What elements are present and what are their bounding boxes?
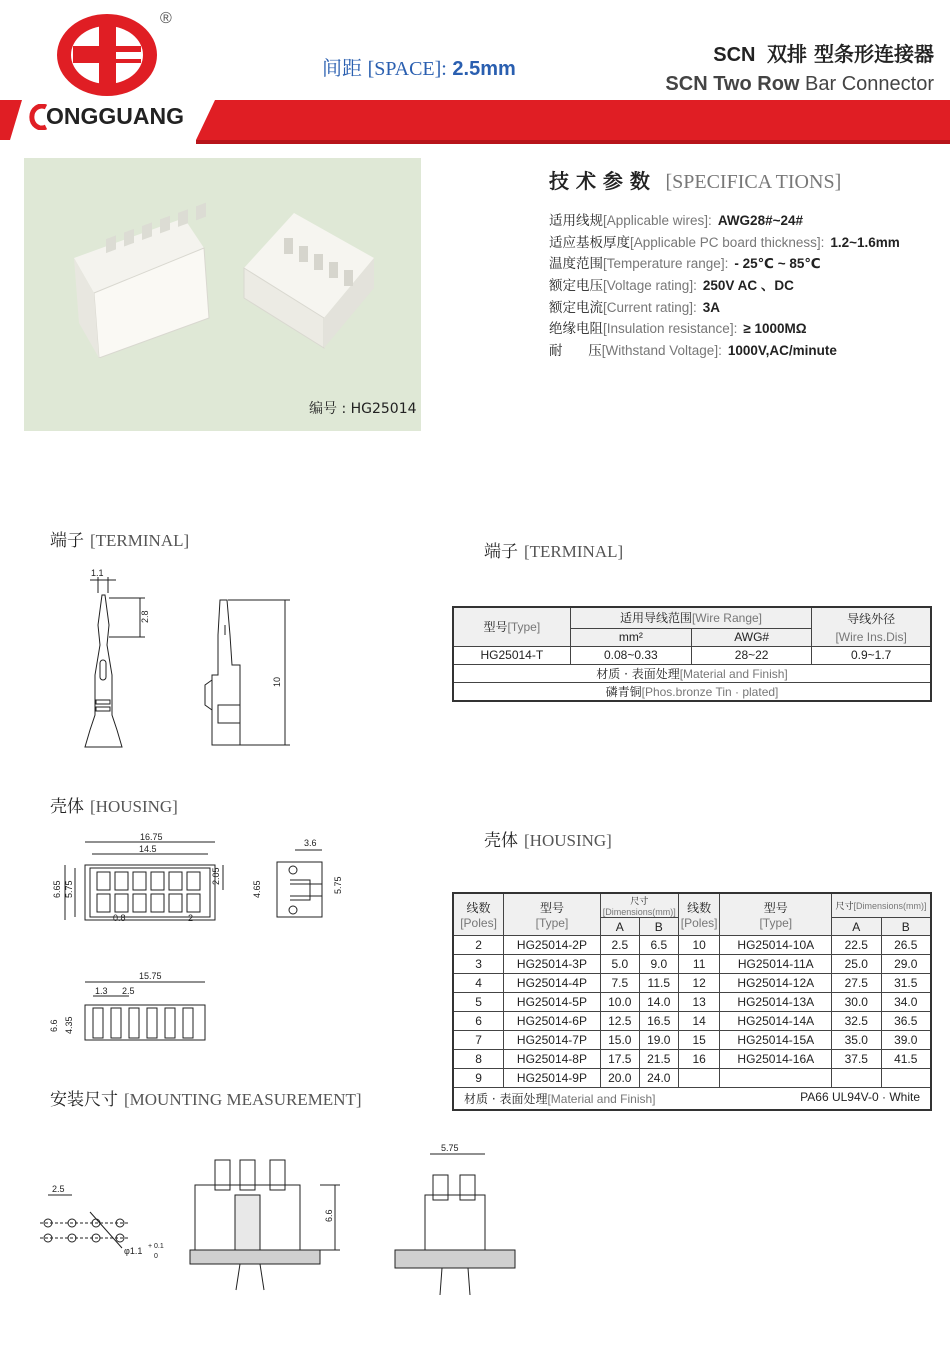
housing-cell-a: 37.5 [832, 1050, 881, 1069]
spec-row [549, 339, 837, 359]
spec-value: 250V AC 、DC [702, 278, 794, 293]
housing-cell-poles [678, 1069, 720, 1088]
spec-value: 1.2~1.6mm [830, 235, 900, 250]
dim-16-75: 16.75 [140, 832, 163, 842]
housing-cell-a: 12.5 [600, 1012, 639, 1031]
housing-row [453, 993, 931, 1012]
housing-cell-b: 24.0 [639, 1069, 678, 1088]
housing-cell-a: 32.5 [832, 1012, 881, 1031]
spec-label-en: [Insulation resistance]: [603, 321, 738, 336]
mounting-drawing [30, 1140, 530, 1300]
housing-cell-type: HG25014-16A [720, 1050, 832, 1069]
housing-cell-b: 6.5 [639, 936, 678, 955]
spec-row [549, 296, 720, 316]
housing-cell-type: HG25014-5P [504, 993, 601, 1012]
housing-cell-poles: 16 [678, 1050, 720, 1069]
housing-cell-type: HG25014-10A [720, 936, 832, 955]
housing-table [452, 892, 932, 1111]
product-title-en: Bar Connector [805, 73, 934, 95]
housing-cell-b: 39.0 [881, 1031, 931, 1050]
dim-2-5: 2.5 [122, 986, 135, 996]
poles-header-2: 线数 [Poles] [678, 893, 720, 936]
housing-cell-b: 31.5 [881, 974, 931, 993]
dim-5-75: 5.75 [64, 880, 74, 898]
dim-1-3: 1.3 [95, 986, 108, 996]
housing-cell-a [832, 1069, 881, 1088]
dim-tol-up: + 0.1 [148, 1243, 164, 1250]
spec-row [549, 252, 821, 272]
spec-label-en: [Current rating]: [603, 300, 697, 315]
product-title-en-line [665, 73, 934, 96]
spec-label: 适用线规 [549, 213, 603, 229]
type-header: 型号 [Type] [504, 893, 601, 936]
housing-drawing [45, 830, 365, 1060]
space-label-cn: 间距 [322, 56, 362, 80]
terminal-awg-cell: 28~22 [692, 646, 812, 664]
housing-row [453, 1012, 931, 1031]
product-title-cn: 双排 型条形连接器 [767, 42, 934, 66]
housing-cell-type: HG25014-3P [504, 955, 601, 974]
specs-title [549, 165, 841, 194]
housing-cell-a: 5.0 [600, 955, 639, 974]
spec-row [549, 209, 803, 229]
housing-cell-type: HG25014-13A [720, 993, 832, 1012]
spec-value: 1000V,AC/minute [727, 343, 837, 358]
housing-cell-a: 15.0 [600, 1031, 639, 1050]
spec-value: 3A [702, 300, 721, 315]
section-title-cn: 端子 [50, 531, 84, 551]
dim-0-8: 0.8 [113, 913, 126, 923]
housing-cell-poles: 6 [453, 1012, 504, 1031]
housing-table-title [484, 826, 612, 851]
housing-cell-poles: 10 [678, 936, 720, 955]
housing-row [453, 1050, 931, 1069]
housing-cell-a: 20.0 [600, 1069, 639, 1088]
housing-cell-poles: 2 [453, 936, 504, 955]
terminal-range-header: 适用导线范围[Wire Range] [570, 607, 812, 628]
spec-value: ≥ 1000MΩ [743, 321, 807, 336]
housing-cell-type: HG25014-14A [720, 1012, 832, 1031]
terminal-material-value: 磷青铜[Phos.bronze Tin · plated] [453, 682, 931, 701]
terminal-mm2-cell: 0.08~0.33 [570, 646, 691, 664]
company-logo-icon [55, 12, 159, 98]
dim-2-8: 2.8 [140, 610, 150, 623]
dim-2: 2 [188, 913, 194, 923]
dim-4-65: 4.65 [252, 880, 262, 898]
housing-cell-a: 10.0 [600, 993, 639, 1012]
housing-cell-b: 34.0 [881, 993, 931, 1012]
section-title-cn: 壳体 [484, 831, 518, 851]
housing-cell-poles: 11 [678, 955, 720, 974]
housing-row [453, 955, 931, 974]
dim-2-5: 2.5 [52, 1184, 65, 1194]
space-value: 2.5mm [452, 58, 516, 80]
dim-4-35: 4.35 [64, 1016, 74, 1034]
housing-cell-a: 35.0 [832, 1031, 881, 1050]
registered-mark: ® [160, 10, 172, 27]
section-title-en: [HOUSING] [524, 831, 612, 850]
spec-label-en: [Applicable wires]: [603, 213, 712, 228]
housing-cell-a: 17.5 [600, 1050, 639, 1069]
terminal-od-cell: 0.9~1.7 [812, 646, 931, 664]
terminal-table [452, 606, 932, 702]
spec-row [549, 231, 900, 251]
housing-cell-type: HG25014-15A [720, 1031, 832, 1050]
section-title-en: [TERMINAL] [524, 542, 624, 561]
housing-row [453, 974, 931, 993]
terminal-table-title [484, 537, 623, 562]
housing-cell-poles: 14 [678, 1012, 720, 1031]
dim-15-75: 15.75 [139, 971, 162, 981]
connector-photo-icon [54, 198, 394, 358]
housing-cell-type: HG25014-2P [504, 936, 601, 955]
housing-cell-b: 14.0 [639, 993, 678, 1012]
dim-5-75-mount: 5.75 [441, 1143, 459, 1153]
dim-6-6-mount: 6.6 [324, 1209, 334, 1222]
housing-cell-poles: 15 [678, 1031, 720, 1050]
brand-name: ONGGUANG [46, 103, 184, 129]
housing-cell-a: 27.5 [832, 974, 881, 993]
housing-rows [453, 936, 931, 1088]
poles-header: 线数 [Poles] [453, 893, 504, 936]
terminal-mm2-header: mm² [570, 628, 691, 646]
housing-cell-b: 26.5 [881, 936, 931, 955]
spec-label: 耐 压 [549, 343, 602, 359]
housing-material-row: 材质 · 表面处理[Material and Finish] PA66 UL94V-0 · White [453, 1088, 931, 1110]
housing-cell-a: 2.5 [600, 936, 639, 955]
housing-cell-b: 41.5 [881, 1050, 931, 1069]
terminal-material-label: 材质 · 表面处理[Material and Finish] [453, 664, 931, 682]
housing-cell-a: 30.0 [832, 993, 881, 1012]
housing-material-value: PA66 UL94V-0 · White [800, 1089, 920, 1104]
specs-title-cn: 技 术 参 数 [549, 169, 650, 193]
housing-cell-poles: 12 [678, 974, 720, 993]
spec-label-en: [Temperature range]: [603, 256, 729, 271]
section-title-cn: 端子 [484, 542, 518, 562]
housing-cell-poles: 7 [453, 1031, 504, 1050]
spec-label-en: [Applicable PC board thickness]: [630, 235, 825, 250]
dim-5-75b: 5.75 [333, 876, 343, 894]
terminal-od-header-en: [Wire Ins.Dis] [812, 628, 931, 646]
spec-label: 额定电流 [549, 300, 603, 316]
dim-3-6: 3.6 [304, 838, 317, 848]
spec-row [549, 317, 807, 337]
product-title-cn-line [713, 38, 934, 67]
mounting-section-title [50, 1085, 362, 1110]
housing-row [453, 936, 931, 955]
housing-cell-poles: 4 [453, 974, 504, 993]
dim-header: 尺寸[Dimensions(mm)] [600, 893, 678, 918]
dim-6-6: 6.6 [49, 1019, 59, 1032]
spec-label: 额定电压 [549, 278, 603, 294]
dim-tol-dn: 0 [154, 1253, 158, 1260]
dim-10: 10 [272, 676, 282, 687]
housing-cell-type: HG25014-8P [504, 1050, 601, 1069]
housing-cell-type: HG25014-9P [504, 1069, 601, 1088]
dim-phi: φ1.1 [124, 1246, 143, 1256]
spec-label: 适应基板厚度 [549, 235, 630, 251]
housing-cell-poles: 3 [453, 955, 504, 974]
spec-label: 温度范围 [549, 256, 603, 272]
dim-header-2: 尺寸[Dimensions(mm)] [832, 893, 931, 918]
housing-cell-b: 36.5 [881, 1012, 931, 1031]
dim-2-05: 2.05 [211, 867, 221, 885]
product-photo [24, 158, 421, 431]
section-title-cn: 安装尺寸 [50, 1090, 118, 1110]
housing-cell-type: HG25014-12A [720, 974, 832, 993]
spec-value: - 25℃ ~ 85℃ [734, 256, 821, 271]
housing-cell-poles: 9 [453, 1069, 504, 1088]
spec-row [549, 274, 794, 294]
housing-cell-b: 19.0 [639, 1031, 678, 1050]
housing-cell-type: HG25014-11A [720, 955, 832, 974]
terminal-drawing [60, 565, 310, 760]
dim-14-5: 14.5 [139, 844, 157, 854]
section-title-en: [MOUNTING MEASUREMENT] [124, 1090, 362, 1109]
col-a-header-2: A [832, 918, 881, 936]
housing-cell-b: 9.0 [639, 955, 678, 974]
terminal-section-title [50, 526, 189, 551]
housing-cell-type: HG25014-4P [504, 974, 601, 993]
dim-6-65: 6.65 [52, 880, 62, 898]
housing-cell-b: 16.5 [639, 1012, 678, 1031]
product-title-en-bold: SCN Two Row [665, 73, 800, 95]
col-a-header: A [600, 918, 639, 936]
specs-title-en: [SPECIFICA TIONS] [665, 171, 842, 193]
housing-cell-a: 7.5 [600, 974, 639, 993]
housing-cell-type: HG25014-6P [504, 1012, 601, 1031]
housing-cell-a: 25.0 [832, 955, 881, 974]
header [0, 0, 950, 145]
terminal-od-header: 导线外径 [812, 607, 931, 628]
housing-cell-type [720, 1069, 832, 1088]
housing-cell-poles: 8 [453, 1050, 504, 1069]
terminal-awg-header: AWG# [692, 628, 812, 646]
housing-cell-a: 22.5 [832, 936, 881, 955]
housing-cell-b: 29.0 [881, 955, 931, 974]
housing-cell-type: HG25014-7P [504, 1031, 601, 1050]
spec-label-en: [Withstand Voltage]: [601, 343, 722, 358]
col-b-header: B [639, 918, 678, 936]
space-spec [322, 52, 516, 81]
section-title-en: [HOUSING] [90, 797, 178, 816]
spec-label: 绝缘电阻 [549, 321, 603, 337]
section-title-cn: 壳体 [50, 797, 84, 817]
housing-cell-poles: 13 [678, 993, 720, 1012]
housing-cell-b: 21.5 [639, 1050, 678, 1069]
terminal-type-header: 型号[Type] [453, 607, 570, 646]
housing-section-title [50, 792, 178, 817]
dim-1-1: 1.1 [91, 568, 104, 578]
type-header-2: 型号 [Type] [720, 893, 832, 936]
space-label-en: [SPACE]: [367, 58, 447, 80]
housing-row [453, 1069, 931, 1088]
part-number-label: 编号 : HG25014 [309, 401, 417, 417]
spec-value: AWG28#~24# [717, 213, 803, 228]
housing-cell-poles: 5 [453, 993, 504, 1012]
col-b-header-2: B [881, 918, 931, 936]
terminal-type-cell: HG25014-T [453, 646, 570, 664]
product-code: SCN [713, 44, 756, 66]
housing-row [453, 1031, 931, 1050]
housing-cell-b [881, 1069, 931, 1088]
spec-label-en: [Voltage rating]: [603, 278, 697, 293]
housing-cell-b: 11.5 [639, 974, 678, 993]
section-title-en: [TERMINAL] [90, 531, 190, 550]
